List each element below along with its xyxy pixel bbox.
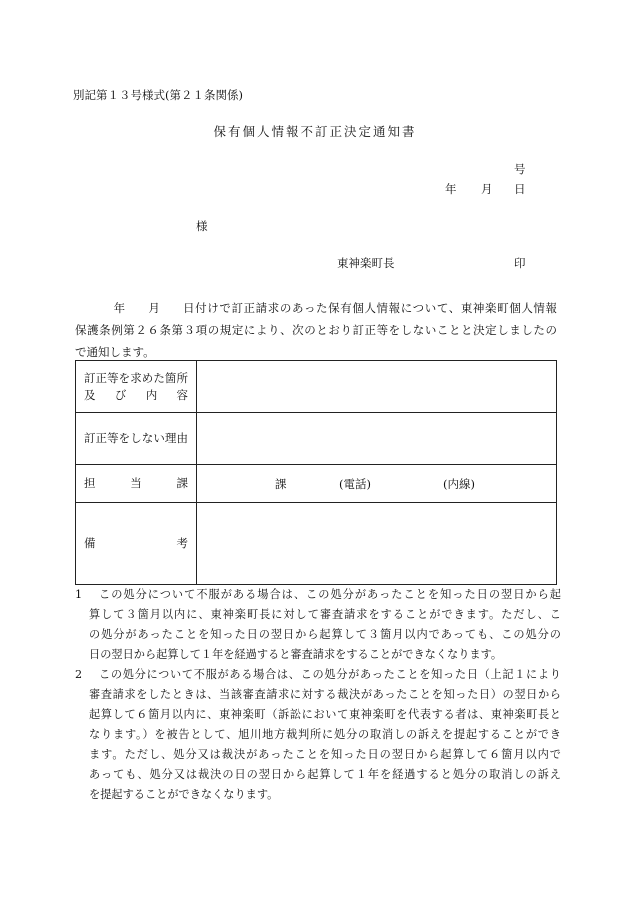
note-line: 起算して６箇月以内に、東神楽町（訴訟において東神楽町を代表する者は、東神楽町長と	[89, 708, 561, 721]
phone-label: (電話)	[339, 476, 371, 491]
form-identifier: 別記第１３号様式(第２１条関係)	[73, 88, 243, 102]
label-char: 及	[84, 387, 115, 402]
label-char: 考	[176, 536, 188, 550]
note-number: 2	[75, 668, 83, 681]
seal-mark: 印	[514, 256, 526, 270]
document-number-label: 号	[514, 162, 526, 176]
label-char: び	[114, 387, 146, 402]
issuer-name: 東神楽町長	[337, 256, 395, 270]
table-row	[76, 465, 557, 503]
table-row	[76, 503, 557, 585]
note-line: この処分について不服がある場合は、この処分があったことを知った日の翌日から起	[99, 588, 561, 601]
note-line: なります。）を被告として、旭川地方裁判所に処分の取消しの訴えを提起することができ	[89, 728, 561, 741]
date-day-label: 日	[514, 182, 526, 196]
table-row	[76, 413, 557, 465]
date-month-label: 月	[481, 182, 493, 196]
label-refusal-reason	[76, 413, 197, 465]
body-line-1-text: 日付けで訂正請求のあった保有個人情報について、東神楽町個人情報	[182, 301, 558, 315]
note-item	[75, 665, 561, 805]
note-line: 審査請求をしたときは、当該審査請求に対する裁決があったことを知った日）の翌日から	[89, 688, 561, 701]
note-line: を提起することができなくなります。	[89, 788, 279, 801]
correction-refusal-table	[75, 360, 557, 585]
label-remarks	[76, 503, 197, 585]
value-remarks[interactable]	[197, 503, 557, 585]
note-line: の処分があったことを知った日の翌日から起算して３箇月以内であっても、この処分の	[89, 628, 561, 641]
body-line-3: で通知します。	[75, 345, 155, 359]
label-char: 課	[176, 476, 188, 490]
note-line: ます。ただし、処分又は裁決があったことを知った日の翌日から起算して６箇月以内で	[89, 748, 561, 761]
note-line: あっても、処分又は裁決の日の翌日から起算して１年を経過すると処分の取消しの訴え	[89, 768, 561, 781]
value-refusal-reason[interactable]	[197, 413, 557, 465]
body-paragraph	[75, 297, 557, 363]
body-month-label: 月	[147, 301, 161, 315]
label-char: 容	[176, 387, 189, 402]
label-line	[84, 535, 188, 552]
extension-label: (内線)	[443, 476, 475, 491]
label-line	[84, 475, 188, 492]
label-responsible-section	[76, 465, 197, 503]
label-line	[84, 387, 188, 404]
note-item	[75, 585, 561, 665]
label-char: 備	[84, 536, 177, 550]
note-line: この処分について不服がある場合は、この処分があったことを知った日（上記１により	[99, 668, 561, 681]
note-line: 日の翌日から起算して１年を経過すると審査請求をすることができなくなります。	[89, 648, 503, 661]
label-char: 内	[145, 387, 177, 402]
value-correction-location[interactable]	[197, 361, 557, 413]
table-row	[76, 361, 557, 413]
section-suffix: 課	[275, 476, 287, 491]
body-line-2: 保護条例第２６条第３項の規定により、次のとおり訂正等をしないことと決定しましたの	[75, 323, 557, 337]
body-line-1	[75, 297, 557, 319]
label-correction-location	[76, 361, 197, 413]
addressee-suffix: 様	[196, 219, 208, 233]
label-line: 訂正等を求めた箇所	[84, 370, 188, 385]
date-year-label: 年	[445, 182, 457, 196]
label-line: 訂正等をしない理由	[84, 431, 188, 445]
value-responsible-section[interactable]	[197, 465, 557, 503]
label-char: 担	[84, 476, 131, 490]
note-line: 算して３箇月以内に、東神楽町長に対して審査請求をすることができます。ただし、こ	[89, 608, 561, 621]
document-title: 保有個人情報不訂正決定通知書	[213, 124, 417, 139]
note-number: 1	[75, 588, 83, 601]
notes-section	[75, 585, 561, 805]
label-char: 当	[130, 476, 177, 490]
body-year-label: 年	[113, 301, 126, 315]
